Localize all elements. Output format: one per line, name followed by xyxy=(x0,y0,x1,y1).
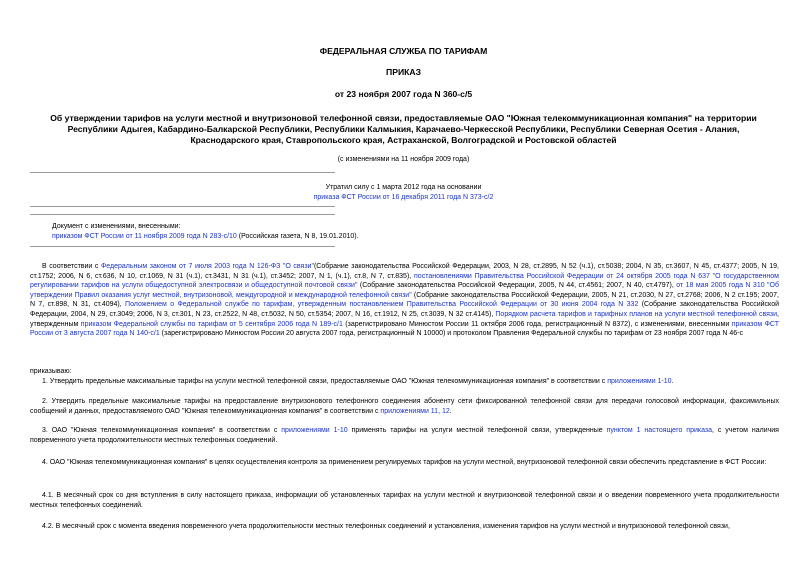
preamble-text: (зарегистрировано Минюстом России 11 октября 2006 года, регистрационный N 8372), с изменениями, внесенными xyxy=(342,320,732,328)
item-text: 3. ОАО "Южная телекоммуникационная компания" в соответствии с xyxy=(42,427,282,434)
item-2 xyxy=(30,397,779,416)
law-link[interactable]: Федеральным законом от 7 июля 2003 года N 126-ФЗ "О связи" xyxy=(100,263,314,270)
document-date-number: от 23 ноября 2007 года N 360-с/5 xyxy=(334,89,473,99)
preamble-text: (Собрание законодательства Российской Федерации, 2005, N 21, ст.2030, N 27, ст.2768; 2006, N 2 ст.195; 2007, N 7, ст.898, N 31, ст.4094), xyxy=(30,291,779,309)
document-type: ПРИКАЗ xyxy=(386,67,421,77)
amendment-source: (Российская газета, N 8, 19.01.2010). xyxy=(236,232,359,240)
item-4-2: 4.2. В месячный срок с момента введения повременного учета продолжительности местных телефонных соединений и установления, изменения тарифов на услуги местной и внутризоновой телефонной связи, xyxy=(42,523,730,530)
decree-link[interactable]: от 18 мая 2005 года N 310 "Об утверждении Правил оказания услуг местной, внутризоновой, междугородной и международной телефонной связи" xyxy=(30,282,779,299)
amendment-link[interactable]: приказом ФСТ России от 11 ноября 2009 года N 283-с/10 xyxy=(52,232,237,240)
preamble-paragraph xyxy=(30,262,779,339)
order-link[interactable]: приказом Федеральной службы по тарифам от 5 сентября 2006 года N 189-с/1 xyxy=(80,320,343,328)
preamble-text: В соответствии с xyxy=(42,263,101,270)
regulation-link[interactable]: Положением о Федеральной службе по тарифам, утвержденным постановлением Правительства Российской Федерации от 30 июня 2004 года N 332 xyxy=(125,301,639,309)
item-text: 1. Утвердить предельные максимальные тарифы на услуги местной телефонной связи, предоставляемые ОАО "Южная телекоммуникационная компания" в соответствии с xyxy=(42,378,608,385)
preamble-text: (зарегистрировано Минюстом России 20 августа 2007 года, регистрационный N 10000) и протоколом Правления Федеральной службы по тарифам от 23 ноября 2007 года N 46-с xyxy=(159,330,743,338)
item-4: 4. ОАО "Южная телекоммуникационная компания" в целях осуществления контроля за применением регулируемых тарифов на услуги местной, внутризоновой телефонной связи обеспечить представление в ФСТ России: xyxy=(42,459,767,466)
item-text: 2. Утвердить предельные максимальные тарифы на предоставление внутризонового телефонного соединения абоненту сети фиксированной телефонной связи для передачи голосовой информации, факсимильных сообщений и данных, предоставляемого ОАО "Южная телекоммуникационная компания" в соответствии с xyxy=(30,398,779,415)
item-3 xyxy=(30,426,779,445)
procedure-link[interactable]: Порядком расчета тарифов и тарифных планов на услуги местной телефонной связи xyxy=(495,310,778,318)
document-title: Об утверждении тарифов на услуги местной и внутризоновой телефонной связи, предоставляемые ОАО "Южная телекоммуникационная компания" на территории Республики Адыгея, Кабардино-Балкарской Республики, Республики Калмыкия, Карачаево-Черкесской Республики, Республики Северная Осетия - Алания, Краснодарского края, Ставропольского края, Астраханской, Волгоградской и Ростовской областей xyxy=(50,113,757,145)
status-text: Утратил силу с 1 марта 2012 года на основании xyxy=(325,184,482,191)
preamble-text: (Собрание законодательства Российской Федерации, 2005, N 44, ст.4561; 2007, N 40, ст.4797), xyxy=(357,282,677,290)
divider xyxy=(30,214,335,215)
decree-link[interactable]: постановлениями Правительства Российской Федерации от 24 октября 2005 года N 637 "О государственном регулировании тарифов на услуги общедоступной электросвязи и общедоступной почтовой связи" xyxy=(30,272,779,290)
appendix-link[interactable]: приложениями 1-10 xyxy=(281,427,348,434)
preamble-text: (Собрание законодательства Российской Федерации, 2004, N 29, ст.3049; 2006, N 3, ст.301, N 23, ст.2522, N 48, ст.5032, N 50, ст.5354; 2007, N 16, ст.1912, N 25, ст.3039, N 32 ст.4145), xyxy=(30,301,779,318)
preamble-text: , утвержденным xyxy=(30,310,779,328)
item-text: . xyxy=(671,378,674,385)
divider xyxy=(30,206,335,207)
order-word: приказываю: xyxy=(30,368,72,375)
agency-name: ФЕДЕРАЛЬНАЯ СЛУЖБА ПО ТАРИФАМ xyxy=(319,46,488,56)
amendments-label: Документ с изменениями, внесенными: xyxy=(52,223,181,230)
divider xyxy=(30,246,335,247)
repeal-link[interactable]: приказа ФСТ России от 16 декабря 2011 года N 373-с/2 xyxy=(313,193,494,201)
appendix-link[interactable]: приложениями 1-10 xyxy=(607,378,672,385)
item-4-1: 4.1. В месячный срок со дня вступления в силу настоящего приказа, информации об установленных тарифах на услуги местной и внутризоновой телефонной связи и о введении повременного учета продолжительности местных телефонных соединений. xyxy=(30,492,779,509)
item-text: , с учетом наличия повременного учета продолжительности местных телефонных соединений. xyxy=(30,427,779,444)
amendments-block xyxy=(52,222,779,241)
order-link[interactable]: приказом ФСТ России от 3 августа 2007 года N 140-с/1 xyxy=(30,320,779,338)
item-text: применять тарифы на услуги местной телефонной связи, утвержденные xyxy=(347,427,607,434)
preamble-text: (Собрание законодательства Российской Федерации, 2003, N 28, ст.2895, N 52 (ч.1), ст.5038; 2004, N 35, ст.3607, N 45, ст.4377; 2005, N 19, ст.1752; 2006, N 6, ст.636, N 10, ст.1069, N 31 (ч.1), ст.3431, N 31 (ч.1), ст.3452; 2007, N 1, (ч.1), ст.8, N 7, ст.835), xyxy=(30,263,779,280)
status-block xyxy=(0,183,807,202)
amendment-note: (с изменениями на 11 ноября 2009 года) xyxy=(337,156,470,163)
item-1 xyxy=(30,377,779,387)
item-text: . xyxy=(449,407,452,415)
appendix-link[interactable]: приложениями 11, 12 xyxy=(380,407,450,415)
clause-link[interactable]: пунктом 1 настоящего приказа xyxy=(606,427,713,434)
divider xyxy=(30,172,335,173)
